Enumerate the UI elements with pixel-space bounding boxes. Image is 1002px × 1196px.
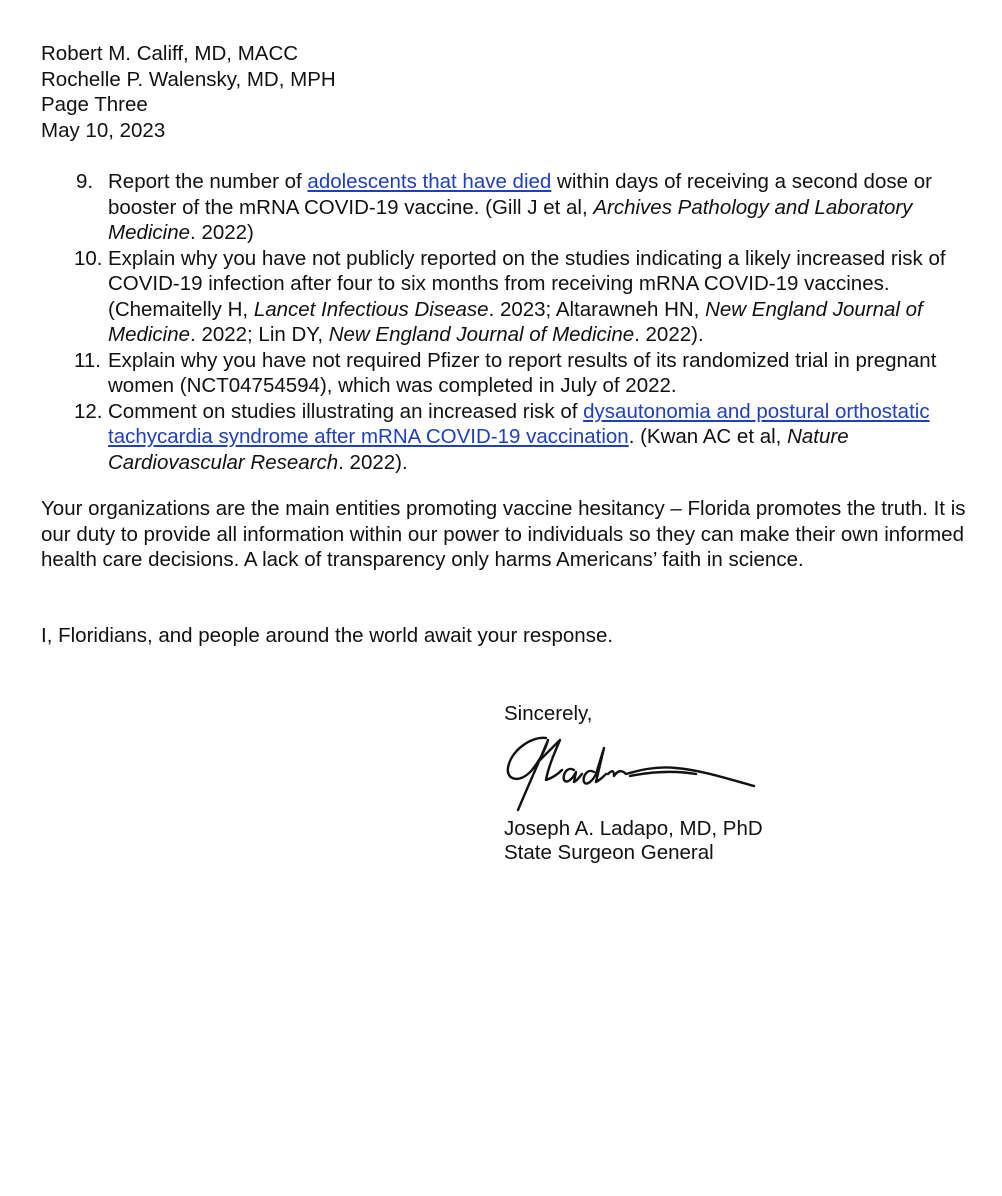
dysautonomia-pots-link[interactable]: dysautonomia and postural orthostatic tachycardia syndrome after mRNA COVID-19 vaccination — [108, 399, 930, 448]
text-span: . 2023; Altarawneh HN, — [488, 297, 706, 321]
request-list — [74, 169, 954, 475]
citation-journal: New England Journal of Medicine — [108, 297, 923, 346]
list-number: 12. — [74, 399, 103, 423]
list-number: 10. — [74, 246, 103, 270]
text-span: Comment on studies illustrating an increased risk of — [108, 399, 584, 423]
list-item-10 — [74, 246, 954, 348]
text-span: . 2022). — [634, 323, 704, 346]
citation-journal: New England Journal of Medicine — [328, 323, 635, 346]
citation-journal: Nature Cardiovascular Research — [108, 425, 849, 474]
recipient-line-2: Rochelle P. Walensky, MD, MPH — [41, 67, 336, 91]
text-span: . 2022). — [338, 450, 408, 474]
page-label: Page Three — [41, 93, 148, 116]
list-item-9 — [74, 169, 954, 246]
text-span: Report the number of — [108, 170, 308, 193]
list-item-12 — [74, 399, 954, 476]
adolescents-deaths-link[interactable]: adolescents that have died — [307, 170, 552, 193]
text-span: . 2022) — [190, 221, 254, 244]
text-span: . (Kwan AC et al, — [628, 425, 788, 448]
signatory-name: Joseph A. Ladapo, MD, PhD — [504, 817, 763, 840]
signatory-block — [504, 817, 763, 865]
list-item-text — [108, 246, 954, 348]
list-number: 11. — [74, 348, 101, 372]
signatory-title: State Surgeon General — [504, 841, 714, 864]
letter-date: May 10, 2023 — [41, 118, 166, 142]
text-span: Explain why you have not publicly reported on the studies indicating a likely increased risk of COVID-19 infection after four to six months from receiving mRNA COVID-19 vaccines. (Chemaitelly H, — [108, 246, 946, 321]
list-item-text: Explain why you have not required Pfizer to report results of its randomized trial in pregnant women (NCT04754594), which was completed in July of 2022. — [108, 348, 937, 397]
list-item-text — [108, 169, 954, 246]
recipient-line-1: Robert M. Califf, MD, MACC — [41, 42, 299, 65]
citation-journal: Lancet Infectious Disease — [253, 297, 489, 321]
handwritten-signature — [500, 730, 760, 814]
recipient-header — [41, 41, 336, 143]
list-item-11 — [74, 348, 954, 399]
closing-salutation: Sincerely, — [504, 702, 593, 725]
text-span: . 2022; Lin DY, — [190, 323, 329, 346]
body-paragraph-2: I, Floridians, and people around the world await your response. — [41, 624, 614, 647]
list-number: 9. — [76, 170, 94, 193]
text-span: within days of receiving a second dose or booster of the mRNA COVID-19 vaccine. (Gill J et al, — [108, 170, 932, 219]
body-paragraph-1: Your organizations are the main entities promoting vaccine hesitancy – Florida promotes the truth. It is our duty to provide all information within our power to individuals so they can make their own informed health care decisions. A lack of transparency only harms Americans’ faith in science. — [41, 497, 966, 571]
list-item-text — [108, 399, 954, 476]
citation-journal: Archives Pathology and Laboratory Medicine — [108, 195, 913, 244]
